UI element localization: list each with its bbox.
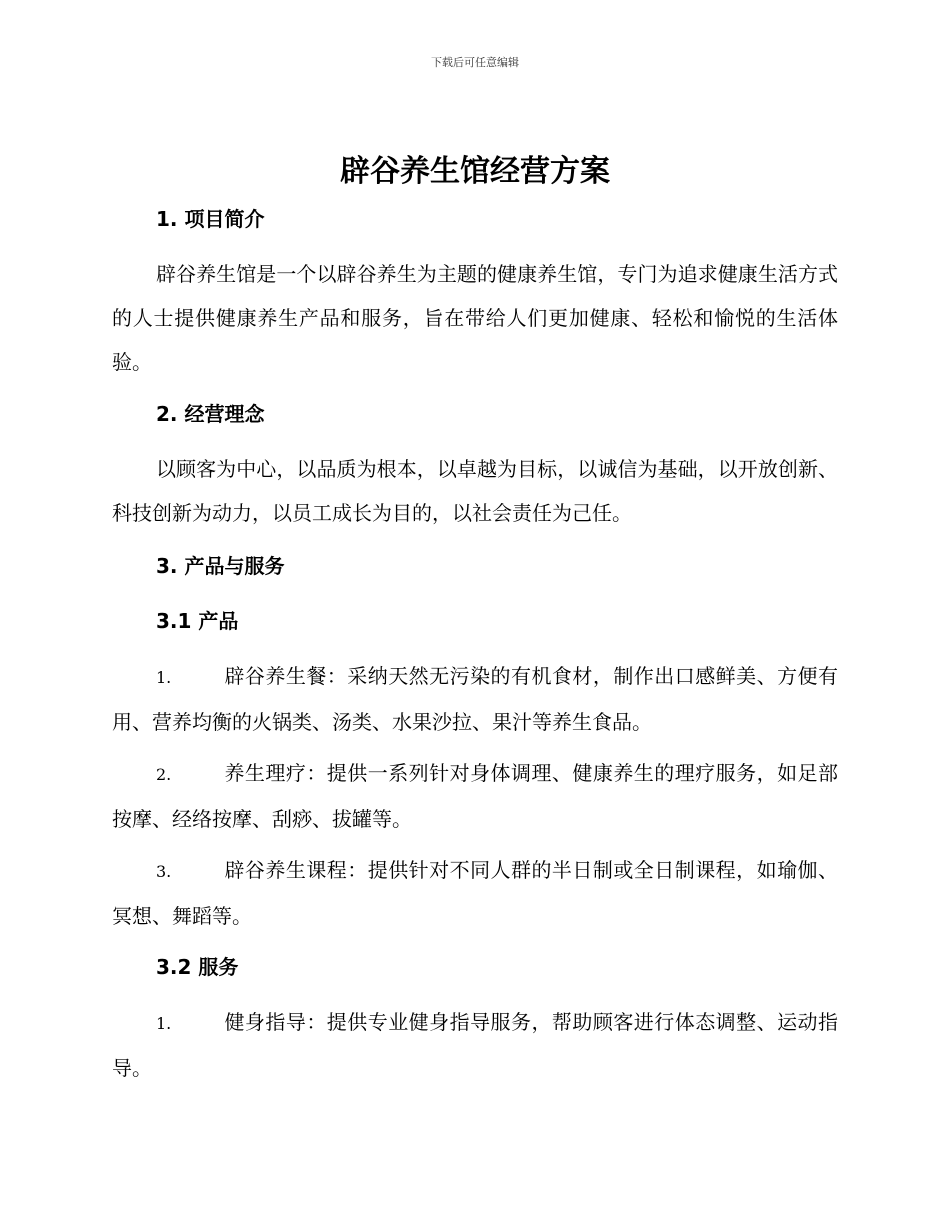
section-body-intro: 辟谷养生馆是一个以辟谷养生为主题的健康养生馆，专门为追求健康生活方式的人士提供健康养生产品和服务，旨在带给人们更加健康、轻松和愉悦的生活体验。 (112, 262, 838, 374)
list-item-number: 1. (156, 668, 172, 687)
list-item (112, 1000, 838, 1090)
subsection-heading-products: 3.1 产品 (156, 609, 239, 633)
list-item-number: 2. (156, 765, 172, 784)
list-item (112, 654, 838, 744)
list-item-text: 健身指导：提供专业健身指导服务，帮助顾客进行体态调整、运动指导。 (112, 1010, 838, 1080)
list-item (112, 751, 838, 841)
list-item-number: 1. (156, 1014, 172, 1033)
subsection-heading-services: 3.2 服务 (156, 955, 239, 979)
list-item-number: 3. (156, 862, 172, 881)
header-note: 下载后可任意编辑 (431, 56, 519, 69)
document-title: 辟谷养生馆经营方案 (340, 154, 610, 189)
list-item-text: 养生理疗：提供一系列针对身体调理、健康养生的理疗服务，如足部按摩、经络按摩、刮痧、拔罐等。 (112, 761, 838, 831)
list-item (112, 848, 838, 938)
section-heading-philosophy: 2. 经营理念 (156, 402, 265, 426)
list-item-text: 辟谷养生课程：提供针对不同人群的半日制或全日制课程，如瑜伽、冥想、舞蹈等。 (112, 858, 838, 928)
section-body-philosophy: 以顾客为中心，以品质为根本，以卓越为目标，以诚信为基础，以开放创新、科技创新为动力，以员工成长为目的，以社会责任为己任。 (112, 457, 838, 525)
list-item-text: 辟谷养生餐：采纳天然无污染的有机食材，制作出口感鲜美、方便有用、营养均衡的火锅类、汤类、水果沙拉、果汁等养生食品。 (112, 664, 838, 734)
section-heading-intro: 1. 项目简介 (156, 207, 265, 231)
section-heading-products-services: 3. 产品与服务 (156, 554, 285, 578)
